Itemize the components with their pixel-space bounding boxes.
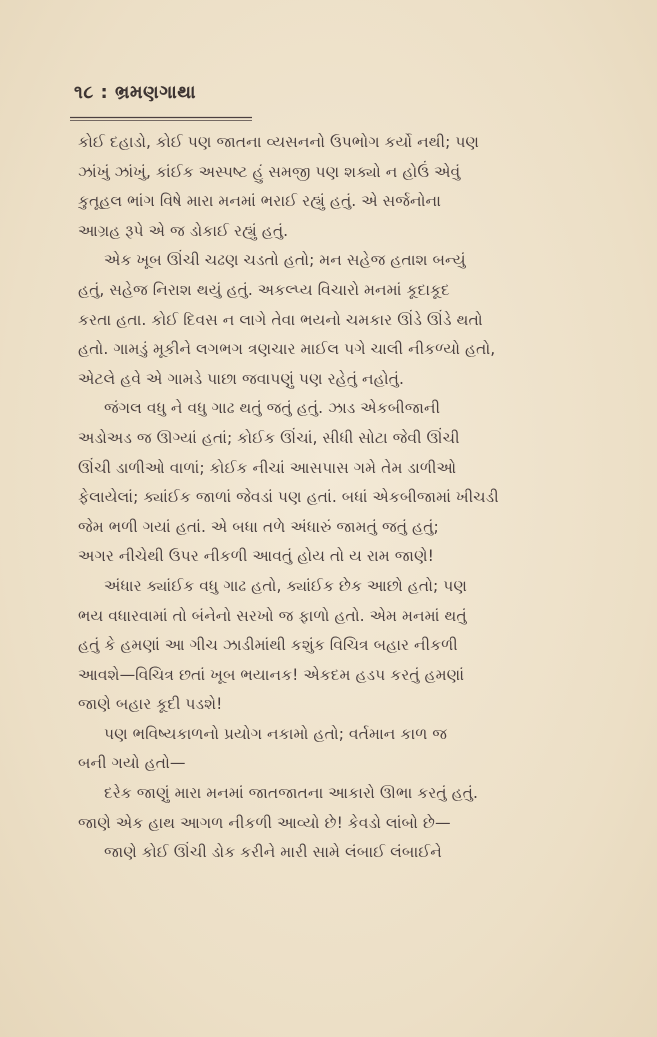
paragraph-start-line: જંગલ વધુ ને વધુ ગાઢ થતું જતું હતું. ઝાડ એકબીજાની — [104, 399, 441, 418]
text-line: ભય વધારવામાં તો બંનેનો સરખો જ ફાળો હતો. એમ મનમાં થતું — [78, 606, 467, 625]
body-text — [78, 128, 623, 868]
text-line: હતું, સહેજ નિરાશ થયું હતું. અકલ્પ્ય વિચારો મનમાં કૂદાકૂદ — [78, 280, 450, 299]
text-line: અડોઅડ જ ઊગ્યાં હતાં; કોઈક ઊંચાં, સીધી સોટા જેવી ઊંચી — [78, 428, 460, 447]
paragraph-start-line: એક ખૂબ ઊંચી ચઢણ ચડતો હતો; મન સહેજ હતાશ બન્યું — [104, 251, 466, 270]
text-line: આવશે—વિચિત્ર છતાં ખૂબ ભયાનક! એકદમ હડપ કરતું હમણાં — [78, 665, 465, 684]
text-line: કોઈ દહાડો, કોઈ પણ જાતના વ્યસનનો ઉપભોગ કર્યો નથી; પણ — [78, 133, 480, 151]
text-line: અગર નીચેથી ઉપર નીકળી આવતું હોય તો ય રામ જાણે! — [78, 547, 434, 566]
text-line: જાણે બહાર કૂદી પડશે! — [78, 695, 223, 714]
text-line: ફેલાયેલાં; ક્યાંઈક જાળાં જેવડાં પણ હતાં. બધાં એકબીજામાં ખીચડી — [78, 488, 499, 507]
text-line: આગ્રહ રૂપે એ જ ડોકાઈ રહ્યું હતું. — [78, 221, 289, 240]
paragraph-start-line: દરેક જાણું મારા મનમાં જાતજાતના આકારો ઊભા કરતું હતું. — [104, 784, 478, 803]
text-line: કુતૂહલ ભાંગ વિષે મારા મનમાં ભરાઈ રહ્યું હતું. એ સર્જનોના — [78, 192, 441, 211]
text-line: હતો. ગામડું મૂકીને લગભગ ત્રણચાર માઈલ પગે ચાલી નીકળ્યો હતો, — [78, 340, 496, 359]
text-line: બની ગયો હતો— — [78, 754, 186, 773]
text-line: કરતા હતા. કોઈ દિવસ ન લાગે તેવા ભયનો ચમકાર ઊંડે ઊંડે થતો — [78, 310, 483, 329]
text-line: જેમ ભળી ગયાં હતાં. એ બધા તળે અંધારું જામતું જતું હતું; — [78, 517, 439, 536]
paragraph-start-line: પણ ભવિષ્યકાળનો પ્રયોગ નકામો હતો; વર્તમાન કાળ જ — [104, 724, 448, 743]
paragraph-start-line: જાણે કોઈ ઊંચી ડોક કરીને મારી સામે લંબાઈ લંબાઈને — [104, 843, 442, 862]
running-header: ૧૮ : ભ્રમણગાથા — [74, 82, 197, 103]
text-line: હતું કે હમણાં આ ગીચ ઝાડીમાંથી કશુંક વિચિત્ર બહાર નીકળી — [78, 636, 458, 655]
text-line: ઝાંખું ઝાંખું, કાંઈક અસ્પષ્ટ હું સમજી પણ શક્યો ન હોઉં એવું — [78, 162, 461, 181]
text-line: ઊંચી ડાળીઓ વાળાં; કોઈક નીચાં આસપાસ ગમે તેમ ડાળીઓ — [78, 458, 457, 477]
text-line: એટલે હવે એ ગામડે પાછા જવાપણું પણ રહેતું નહોતું. — [78, 369, 404, 388]
paragraph-start-line: અંધાર ક્યાંઈક વધુ ગાઢ હતો, ક્યાંઈક છેક આછો હતો; પણ — [104, 576, 467, 595]
text-line: જાણે એક હાથ આગળ નીકળી આવ્યો છે! કેવડો લાંબો છે— — [78, 813, 451, 832]
header-underline — [70, 116, 252, 122]
